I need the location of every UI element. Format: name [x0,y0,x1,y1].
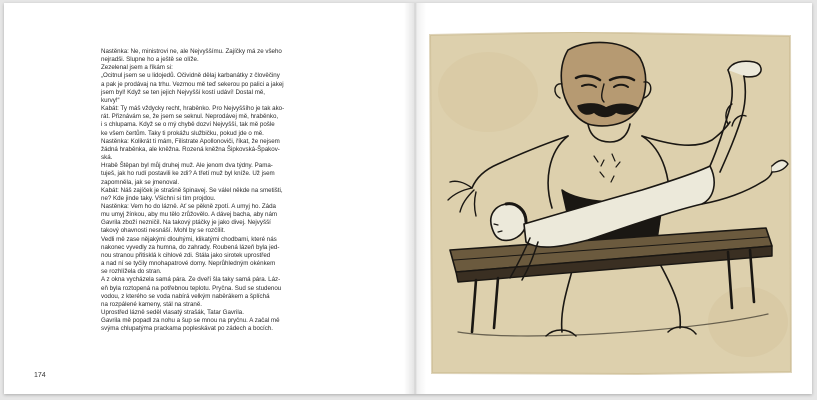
text-line: mu umyj žínkou, aby mu tělo zrůžovělo. A dávej bacha, aby nám [101,211,278,219]
text-line: Vedli mě zase nějakými dlouhými, klikatými chodbami, které nás [101,235,277,243]
text-line: se rozhlížela do stran. [101,268,162,276]
text-line: Nastěnka: Vem ho do lázně. Ať se pěkně zpotí. A umyj ho. Záda [101,202,276,210]
text-line: ke všem čertům. Taky ti prokážu službičku, pokud jde o mě. [101,129,264,137]
text-line: kurvy!“ [101,96,120,104]
paper-stain [438,52,538,132]
text-line: ská. [101,154,113,162]
text-line: nejradši. Slupne ho a ještě se olíže. [101,56,199,64]
text-line: A z okna vycházela samá pára. Ze dveří šla taky samá pára. Láz- [101,276,281,284]
text-line: jsem byl! Když se ten jejich Nejvyšší kostí udáví! Dostal mě, [101,88,266,96]
page-number: 174 [34,372,46,379]
text-line: Kabát: Náš zajíček je strašně špinavej. Se válel někde na smetišti, [101,186,283,194]
text-line: tuješ, jak ho rudí postavili ke zdi? A třetí muž byl kníže. Už jsem [101,170,275,178]
bathhouse-illustration [428,32,792,375]
text-line: a pak je prodávaj na trhu. Vezmou mě teď sekerou po palici a jakej [101,80,284,88]
text-line: Zezelenal jsem a říkám si: [101,64,173,72]
text-line: i s chlupama. Když se o mý chybě dozví Nejvyšší, tak mě pošle [101,121,275,129]
text-line: vodou, z kterého se voda nabírá velkým naběrákem a šplíchá [101,292,270,300]
illustration-svg [428,32,792,375]
text-line: ne? Kde jinde taky. Všichni si tím projdou. [101,194,216,202]
paper-stain [708,287,788,357]
text-line: žádná hraběnka, ale kněžna. Rozená kněžna Šipkovská-Špakov- [101,145,280,153]
text-line: Kabát: Ty máš vždycky recht, hraběnko. Pro Nejvyššího je tak ako- [101,105,285,113]
text-line: nou stranou přitisklá k cihlové zdi. Stála jako sirotek uprostřed [101,251,271,259]
text-line: Hrabě Štěpan byl můj druhej muž. Ale jenom dva týdny. Pama- [101,162,273,170]
text-line: rát. Přiznávám se, že jsem se seknul. Neprodávej mě, hraběnko, [101,113,279,121]
text-line: nakonec vyvedly za humna, do zahrady. Roubená lázeň byla jed- [101,243,280,251]
text-line: na rozpálené kameny, stál na straně. [101,300,203,308]
text-line: a nad ní se tyčily mnohapatrové domy. Neprůhledným okénkem [101,260,276,268]
book-gutter [404,3,426,394]
text-line: Nastěnka: Kolikrát ti mám, Filistrate Apollonoviči, říkat, že nejsem [101,137,280,145]
text-line: Nastěnka: Ne, ministrovi ne, ale Nejvyššímu. Zajíčky má ze všeho [101,48,282,55]
body-text [101,48,313,333]
text-line: takový ohavnosti nesnáší. Mohl by se rozčílit. [101,227,226,235]
text-line: eň byla roztopená na potřebnou teplotu. Pryčna. Sud se studenou [101,284,282,292]
text-line: Gavrila zboží nezničil. Na takový ptáčky je jako divej. Nejvyšší [101,219,271,227]
book-spread [4,3,812,394]
text-line: Gavrila mě popadl za nohu a šup se mnou na pryčnu. A začal mě [101,317,280,325]
text-line: zapomněla, jak se jmenoval. [101,178,180,186]
text-line: svýma chlupatýma prackama popleskávat po zádech a bocích. [101,325,273,333]
text-line: „Ocitnul jsem se u lidojedů. Očividně dělaj karbanátky z člověčiny [101,72,280,80]
text-line: Uprostřed lázně seděl vlasatý strašák, Tatar Gavrila. [101,309,244,316]
